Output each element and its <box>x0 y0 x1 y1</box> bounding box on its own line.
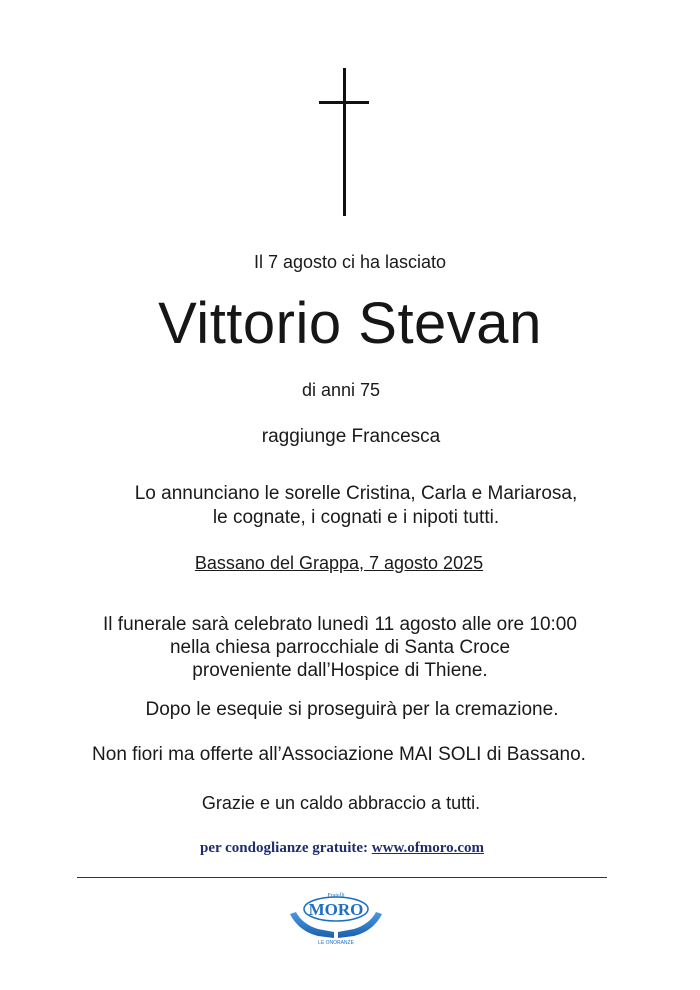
funeral-block <box>0 613 690 682</box>
place-date: Bassano del Grappa, 7 agosto 2025 <box>194 553 484 573</box>
footer-divider <box>77 877 607 878</box>
condolences-label: per condoglianze gratuite: <box>200 840 369 856</box>
announcement-line-1: Lo annunciano le sorelle Cristina, Carla e Mariarosa, <box>134 483 578 504</box>
funeral-line-1: Il funerale sarà celebrato lunedì 11 agosto alle ore 10:00 <box>103 614 577 635</box>
intro-text: Il 7 agosto ci ha lasciato <box>253 252 447 272</box>
announcement-block <box>6 482 700 530</box>
exequies-text: Dopo le esequie si proseguirà per la cremazione. <box>145 699 559 720</box>
condolences-line <box>0 840 692 857</box>
moro-logo <box>288 888 384 946</box>
age-text: di anni 75 <box>301 380 381 400</box>
announcement-line-2: le cognate, i cognati e i nipoti tutti. <box>212 507 500 528</box>
logo-top-text: Fratelli <box>327 893 345 899</box>
cross-vertical-bar <box>343 68 346 216</box>
deceased-name: Vittorio Stevan <box>158 291 542 356</box>
logo-name-text: MORO <box>308 900 364 919</box>
website-link[interactable]: www.ofmoro.com <box>371 840 484 856</box>
funeral-line-2: nella chiesa parrocchiale di Santa Croce <box>169 637 511 658</box>
logo-bottom-text: LE ONORANZE <box>318 940 354 946</box>
raggiunge-text: raggiunge Francesca <box>261 426 441 447</box>
flowers-text: Non fiori ma offerte all’Associazione MAI SOLI di Bassano. <box>92 744 586 765</box>
cross-horizontal-bar <box>319 101 369 104</box>
funeral-line-3: proveniente dall’Hospice di Thiene. <box>192 660 488 681</box>
thanks-text: Grazie e un caldo abbraccio a tutti. <box>201 793 481 813</box>
